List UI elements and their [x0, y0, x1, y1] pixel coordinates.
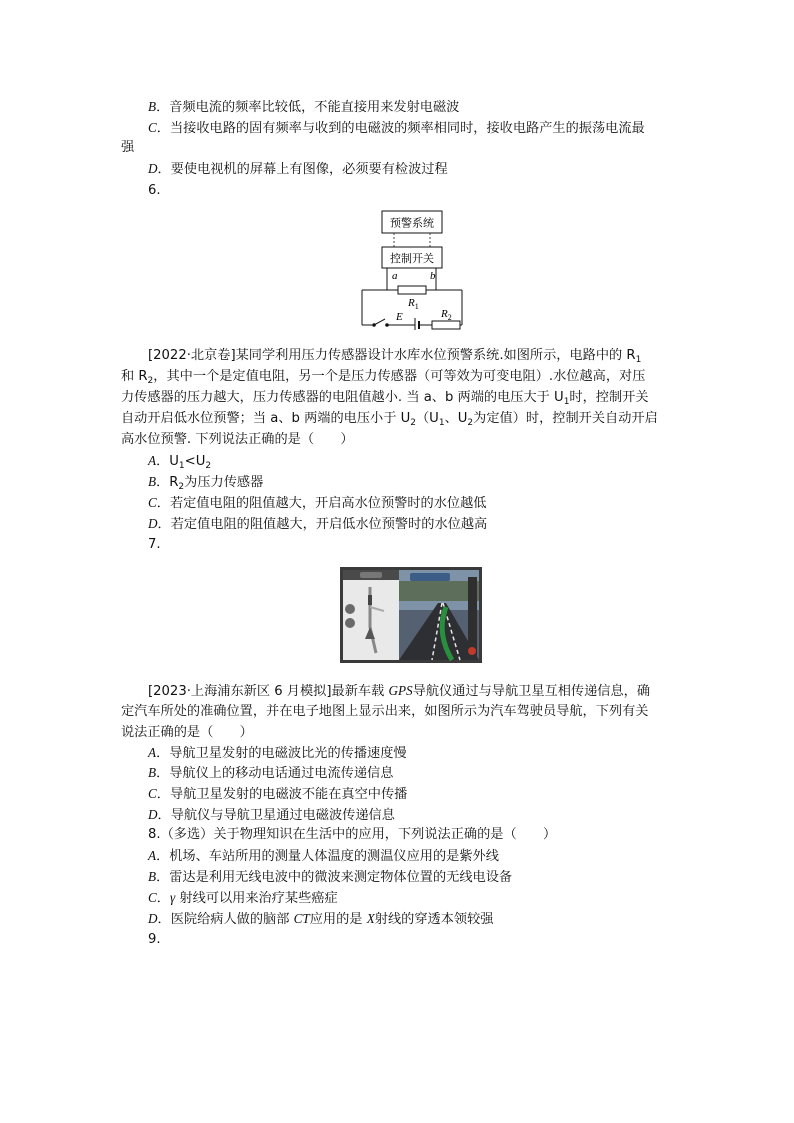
q6-option-b: B．$R_2$为压力传感器	[148, 474, 264, 492]
q8-option-b: B．雷达是利用无线电波中的微波来测定物体位置的无线电设备	[148, 869, 513, 885]
car-navigation-screen-image	[340, 567, 482, 663]
warning-system-label: 预警系统	[390, 216, 434, 230]
map-control-icon	[345, 618, 355, 628]
q8-stem: 8.（多选）关于物理知识在生活中的应用，下列说法正确的是（ ）	[148, 827, 557, 842]
r1-label: $R_1$	[408, 297, 419, 311]
route-banner	[410, 573, 450, 581]
battery-label: E	[396, 311, 403, 323]
q7-stem-line-2: 定汽车所处的准确位置，并在电子地图上显示出来，如图所示为汽车驾驶员导航，下列有关	[121, 704, 649, 719]
q6-stem-line-1: [2022·北京卷]某同学利用压力传感器设计水库水位预警系统.如图所示，电路中的 $R_1$	[148, 348, 642, 365]
r2-label: $R_2$	[441, 308, 452, 322]
option-c-continued	[121, 138, 134, 158]
side-toolbar	[468, 577, 477, 657]
question-6-number: 6.	[148, 183, 161, 198]
q7-option-d: D．导航仪与导航卫星通过电磁波传递信息	[148, 807, 395, 823]
switch-lever	[374, 319, 385, 325]
option-b	[148, 97, 459, 118]
option-text: ．要使电视机的屏幕上有图像，必须要有检波过程	[157, 162, 448, 177]
water-level-warning-circuit	[358, 208, 468, 330]
resistor-r2	[432, 321, 460, 329]
terminal-a-label: a	[392, 270, 398, 282]
q6-option-a: A．$U_1<U_2$	[148, 453, 212, 471]
q6-stem-line-3: 力传感器的压力越大，压力传感器的电阻值越小. 当 a、b 两端的电压大于 $U_1$时，控制开关	[121, 390, 649, 407]
q8-option-d: D．医院给病人做的脑部 CT应用的是 X射线的穿透本领较强	[148, 911, 494, 927]
q7-option-a: A．导航卫星发射的电磁波比光的传播速度慢	[148, 745, 407, 761]
q6-stem-line-5: 高水位预警. 下列说法正确的是（ ）	[121, 432, 354, 447]
map-control-icon	[345, 604, 355, 614]
option-text: 强	[121, 140, 135, 155]
option-letter: C	[148, 120, 157, 135]
terminal-b-label: b	[430, 270, 436, 282]
question-7-number: 7.	[148, 537, 161, 552]
option-letter: D	[148, 161, 158, 176]
option-c	[148, 118, 645, 139]
q7-option-b: B．导航仪上的移动电话通过电流传递信息	[148, 765, 394, 781]
q6-stem-line-2: 和 $R_2$，其中一个是定值电阻，另一个是压力传感器（可等效为可变电阻）.水位越高，对压	[121, 369, 646, 386]
resistor-r1	[398, 286, 426, 294]
q6-stem-line-4: 自动开启低水位预警；当 a、b 两端的电压小于 $U_2(U_1$、$U_2$为定值）时，控制开关自动开启	[121, 411, 658, 428]
q6-option-d: D．若定值电阻的阻值越大，开启低水位预警时的水位越高	[148, 516, 488, 532]
option-letter: B	[148, 99, 157, 114]
q6-option-c: C．若定值电阻的阻值越大，开启高水位预警时的水位越低	[148, 495, 487, 511]
option-text: ．当接收电路的固有频率与收到的电磁波的频率相同时，接收电路产生的振荡电流最	[156, 121, 645, 136]
control-switch-label: 控制开关	[390, 252, 434, 265]
q8-option-a: A．机场、车站所用的测量人体温度的测温仪应用的是紫外线	[148, 848, 499, 864]
option-d	[148, 159, 448, 180]
q7-stem-line-1: [2023·上海浦东新区 6 月模拟]最新车载 GPS导航仪通过与导航卫星互相传递信息，确	[148, 683, 651, 699]
q7-stem-line-3: 说法正确的是（ ）	[121, 725, 253, 740]
q8-option-c: C．γ 射线可以用来治疗某些癌症	[148, 890, 338, 906]
option-text: ．音频电流的频率比较低，不能直接用来发射电磁波	[156, 100, 460, 115]
question-9-number: 9.	[148, 932, 161, 947]
q7-option-c: C．导航卫星发射的电磁波不能在真空中传播	[148, 786, 408, 802]
